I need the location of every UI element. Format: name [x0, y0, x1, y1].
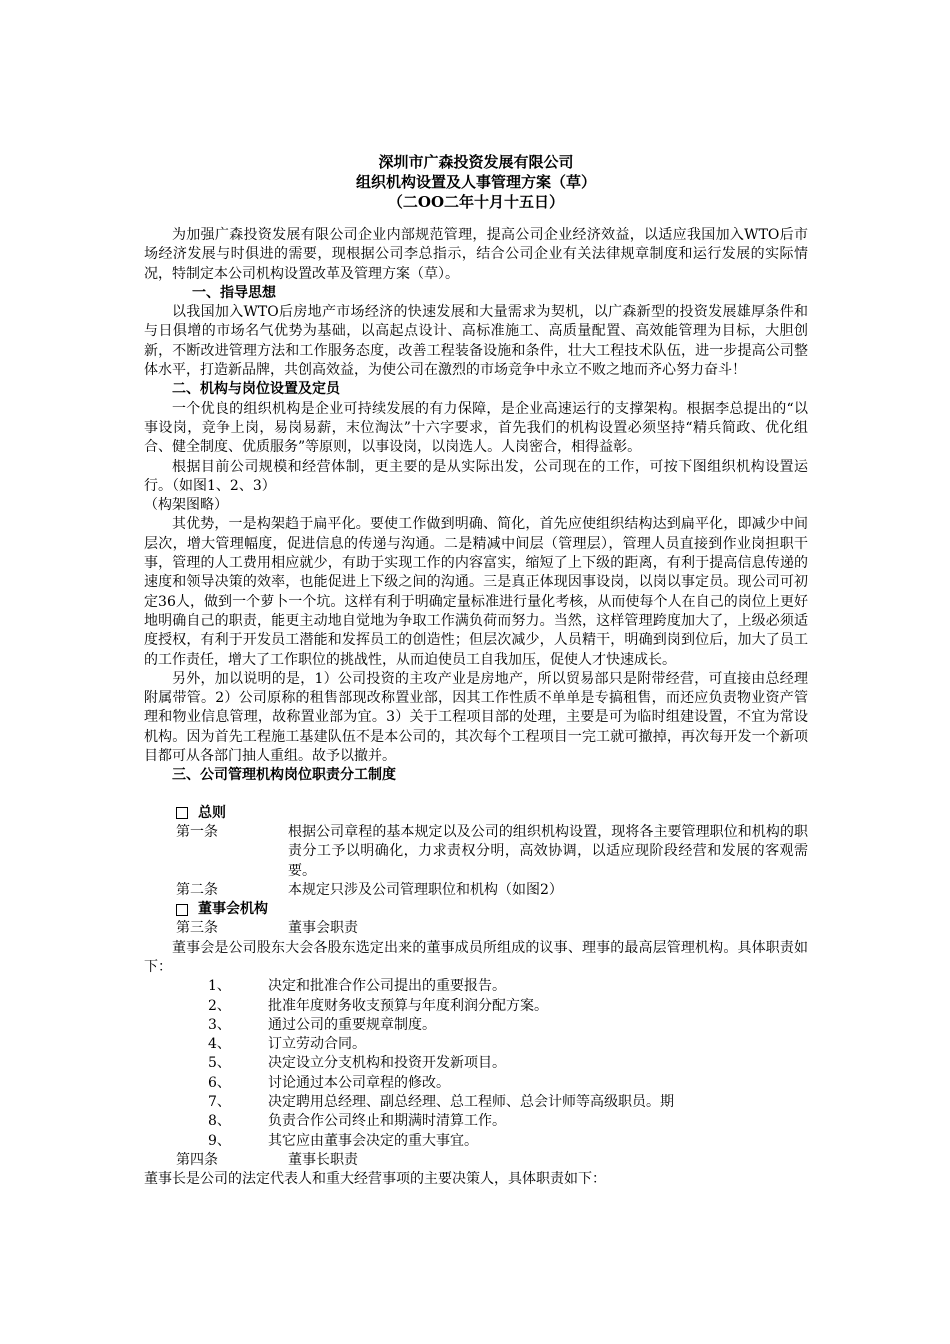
list-item: 8、 负责合作公司终止和期满时清算工作。	[208, 1113, 506, 1130]
article-text: 董事会职责	[288, 920, 358, 937]
section2-paragraph-3: 其优势，一是构架趋于扁平化。要使工作做到明确、简化，首先应使组织结构达到扁平化，即减少中间层次，增大管理幅度，促进信息的传递与沟通。二是精减中间层（管理层），管理人员直接到作业岗担职干事，管理的人工费用相应就少，有助于实现工作的内容富实，缩短了上下级的距离，有利于提高信息传递的速度和领导决策的效率，也能促进上下级之间的沟通。三是真正体现因事设岗，以岗以事定员。现公司可初定36人，做到一个萝卜一个坑。这样有利于明确定量标准进行量化考核，从而使每个人在自己的岗位上更好地明确自己的职责，能更主动地自觉地为争取工作满负荷而努力。当然，这样管理跨度加大了，上级必须适度授权，有利于开发员工潜能和发挥员工的创造性；但层次减少，人员精干，明确到岗到位后，加大了员工的工作责任，增大了工作职位的挑战性，从而迫使员工自我加压，促使人才快速成长。	[144, 516, 808, 668]
section1-body: 以我国加入WTO后房地产市场经济的快速发展和大量需求为契机，以广森新型的投资发展雄厚条件和与日俱增的市场名气优势为基础，以高起点设计、高标准施工、高质量配置、高效能管理为目标，大胆创新，不断改进管理方法和工作服务态度，改善工程装备设施和条件，壮大工程技术队伍，进一步提高公司整体水平，打造新品牌，共创高效益，为使公司在激烈的市场竞争中永立不败之地而齐心努力奋斗！	[144, 304, 808, 379]
board-duties-list	[144, 977, 808, 1151]
article-text: 根据公司章程的基本规定以及公司的组织机构设置，现将各主要管理职位和机构的职责分工予以明确化，力求责权分明，高效协调，以适应现阶段经营和发展的客观需要。	[288, 823, 808, 879]
list-item: 6、 讨论通过本公司章程的修改。	[208, 1074, 450, 1091]
general-provisions-label: 总则	[198, 804, 226, 821]
article-number: 第三条	[176, 920, 218, 937]
section3-heading: 三、公司管理机构岗位职责分工制度	[172, 767, 396, 784]
list-item: 2、 批准年度财务收支预算与年度利润分配方案。	[208, 997, 548, 1014]
list-item: 3、 通过公司的重要规章制度。	[208, 1016, 436, 1033]
chairman-description: 董事长是公司的法定代表人和重大经营事项的主要决策人，具体职责如下：	[144, 1171, 606, 1188]
board-label: 董事会机构	[198, 901, 268, 918]
section2-paragraph-1: 一个优良的组织机构是企业可持续发展的有力保障，是企业高速运行的支撑架构。根据李总提出的“以事设岗，竞争上岗，易岗易薪，末位淘汰”十六字要求，首先我们的机构设置必须坚持“精兵简政、优化组合、健全制度、优质服务”等原则，以事设岗，以岗选人。人岗密合，相得益彰。	[144, 400, 808, 456]
section2-heading: 二、机构与岗位设置及定员	[172, 381, 340, 398]
article-text: 董事长职责	[288, 1151, 358, 1168]
document-page	[144, 152, 808, 1190]
company-name: 深圳市广森投资发展有限公司	[378, 153, 574, 171]
general-provisions-heading	[144, 804, 808, 823]
article-2	[144, 881, 808, 900]
section2-paragraph-4: 另外，加以说明的是，1）公司投资的主攻产业是房地产，所以贸易部只是附带经营，可直接由总经理附属带管。2）公司原称的租售部现改称置业部，因其工作性质不单单是专搞租售，而还应负责物业资产管理和物业信息管理，故称置业部为宜。3）关于工程项目部的处理，主要是可为临时组建设置，不宜为常设机构。因为首先工程施工基建队伍不是本公司的，其次每个工程项目一完工就可撤掉，再次每开发一个新项目都可从各部门抽人重组。故予以撤并。	[144, 670, 808, 765]
article-text: 本规定只涉及公司管理职位和机构（如图2）	[288, 881, 563, 898]
article-1	[144, 823, 808, 881]
checkbox-square-icon	[176, 904, 188, 916]
checkbox-square-icon	[176, 807, 188, 819]
board-heading	[144, 900, 808, 919]
list-item: 5、 决定设立分支机构和投资开发新项目。	[208, 1055, 506, 1072]
article-3	[144, 919, 808, 938]
plan-date: （二OO二年十月十五日）	[387, 193, 565, 211]
spacer	[144, 786, 808, 804]
list-item: 4、 订立劳动合同。	[208, 1036, 366, 1053]
article-number: 第二条	[176, 881, 218, 898]
article-4	[144, 1151, 808, 1170]
list-item: 7、 决定聘用总经理、副总经理、总工程师、总会计师等高级职员。期	[208, 1094, 674, 1111]
diagram-note: （构架图略）	[144, 497, 228, 514]
board-description: 董事会是公司股东大会各股东选定出来的董事成员所组成的议事、理事的最高层管理机构。具体职责如下：	[144, 939, 808, 975]
list-item: 9、 其它应由董事会决定的重大事宜。	[208, 1132, 478, 1149]
article-number: 第四条	[176, 1151, 218, 1168]
section2-paragraph-2: 根据目前公司规模和经营体制，更主要的是从实际出发，公司现在的工作，可按下图组织机构设置运行。（如图1、2、3）	[144, 458, 808, 494]
list-item: 1、 决定和批准合作公司提出的重要报告。	[208, 978, 506, 995]
plan-title: 组织机构设置及人事管理方案（草）	[355, 173, 596, 191]
article-number: 第一条	[176, 823, 218, 840]
title-block	[144, 152, 808, 212]
intro-paragraph: 为加强广森投资发展有限公司企业内部规范管理，提高公司企业经济效益，以适应我国加入WTO后市场经济发展与时俱进的需要，现根据公司李总指示，结合公司企业有关法律规章制度和运行发展的实际情况，特制定本公司机构设置改革及管理方案（草）。	[144, 227, 808, 282]
section1-heading: 一、指导思想	[192, 284, 276, 301]
